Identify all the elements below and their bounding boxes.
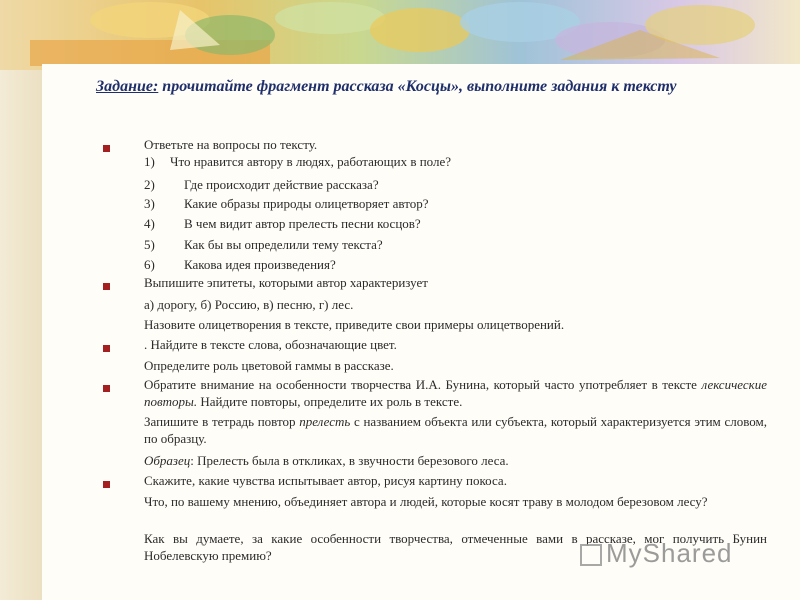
block4-p1-emphasis: лексические повторы.	[144, 377, 767, 409]
bullet-icon	[103, 145, 110, 152]
block4-p2-emphasis: прелесть	[299, 414, 351, 429]
question-number: 6)	[144, 257, 155, 272]
question-number: 1)	[144, 154, 155, 169]
block2-line3: Назовите олицетворения в тексте, приведите свои примеры олицетворений.	[144, 317, 565, 332]
watermark-logo-icon	[580, 544, 602, 566]
decorative-leaf-banner	[0, 0, 800, 70]
question-text: Какова идея произведения?	[184, 257, 336, 272]
block4-p2-text: Запишите в тетрадь повтор	[144, 414, 300, 429]
question-text: В чем видит автор прелесть песни косцов?	[184, 216, 421, 231]
question-text: Какие образы природы олицетворяет автор?	[184, 196, 429, 211]
block4-p2-text-end: с названием объекта или субъекта, который характеризуется этим словом, по образцу.	[144, 414, 767, 446]
title-label: Задание:	[96, 78, 159, 95]
question-text: Что нравится автору в людях, работающих в поле?	[170, 154, 452, 169]
block4-paragraph1	[144, 376, 767, 410]
question-number: 3)	[144, 196, 155, 211]
block5-paragraph2: Что, по вашему мнению, объединяет автора и людей, которые косят траву в молодом березовом лесу?	[144, 494, 708, 509]
bullet-icon	[103, 481, 110, 488]
watermark	[580, 538, 733, 569]
sample-label: Образец	[144, 453, 191, 468]
title-text: прочитайте фрагмент рассказа «Косцы», выполните задания к тексту	[158, 78, 677, 95]
watermark-text: MyShared	[606, 538, 733, 568]
block4-p1-text-end: Найдите повторы, определите их роль в тексте.	[197, 394, 463, 409]
block4-p1-text: Обратите внимание на особенности творчества И.А. Бунина, который часто употребляет в тексте	[144, 377, 702, 392]
left-decor-strip	[0, 0, 42, 600]
question-item	[144, 176, 379, 194]
block2-line1: Выпишите эпитеты, которыми автор характеризует	[144, 275, 428, 290]
bullet-icon	[103, 385, 110, 392]
question-item	[144, 236, 383, 254]
leaf-banner-art	[0, 0, 800, 70]
question-number: 4)	[144, 216, 155, 231]
question-number: 5)	[144, 237, 155, 252]
question-number: 2)	[144, 177, 155, 192]
slide-title	[96, 76, 776, 97]
bullet-icon	[103, 283, 110, 290]
question-item	[144, 215, 421, 233]
block3-line1: . Найдите в тексте слова, обозначающие цвет.	[144, 337, 397, 352]
block1-intro: Ответьте на вопросы по тексту.	[144, 137, 318, 152]
block5-paragraph1: Скажите, какие чувства испытывает автор, рисуя картину покоса.	[144, 473, 507, 488]
block2-line2: а) дорогу, б) Россию, в) песню, г) лес.	[144, 297, 354, 312]
question-text: Как бы вы определили тему текста?	[184, 237, 383, 252]
block4-paragraph2	[144, 413, 767, 447]
question-item	[144, 153, 451, 171]
question-item	[144, 256, 336, 274]
bullet-icon	[103, 345, 110, 352]
sample-text: : Прелесть была в откликах, в звучности березового леса.	[190, 453, 509, 468]
block4-sample	[144, 452, 509, 470]
block3-line2: Определите роль цветовой гаммы в рассказе.	[144, 358, 394, 373]
question-text: Где происходит действие рассказа?	[184, 177, 379, 192]
block5-paragraph3: Как вы думаете, за какие особенности творчества, отмеченные вами в рассказе, мог получить Бунин Нобелевскую премию?	[144, 531, 767, 563]
question-item	[144, 195, 428, 213]
